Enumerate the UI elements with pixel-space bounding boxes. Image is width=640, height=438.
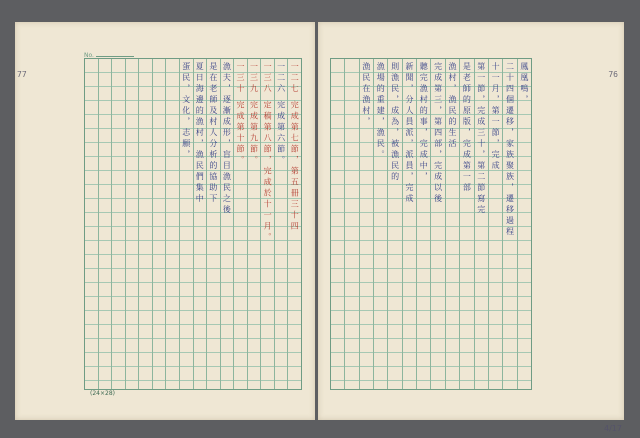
grid-column <box>445 59 459 389</box>
grid-column <box>220 59 234 389</box>
column-text: 是在老師及村人分析的協助下 <box>208 62 218 205</box>
grid-column <box>111 59 125 389</box>
grid-column <box>402 59 416 389</box>
left-manuscript-grid <box>84 58 302 390</box>
grid-column <box>344 59 358 389</box>
left-page-number: 77 <box>17 70 27 79</box>
grid-column <box>502 59 516 389</box>
grid-column <box>152 59 166 389</box>
grid-column <box>206 59 220 389</box>
column-text: 漁夫，逐漸成形，盲目漁民之後 <box>222 62 232 216</box>
column-text: 一二六 完成第六節。 <box>276 62 286 167</box>
grid-column <box>165 59 179 389</box>
column-text: 夏日海邊的漁村，漁民們集中 <box>195 62 205 205</box>
grid-column <box>260 59 274 389</box>
column-text: 完成第三，第四部，完成以後 <box>433 62 443 205</box>
grid-column <box>138 59 152 389</box>
column-text: 漁村，漁民的生活 <box>448 62 458 150</box>
grid-column <box>331 59 344 389</box>
grid-column <box>474 59 488 389</box>
grid-column <box>85 59 98 389</box>
grid-column <box>430 59 444 389</box>
grid-column <box>359 59 373 389</box>
column-text: 一三十 完成第十節。 <box>235 62 245 167</box>
column-text: 第一節，完成三十，第二節寫完 <box>476 62 486 216</box>
grid-column <box>488 59 502 389</box>
grid-column <box>125 59 139 389</box>
grid-column <box>287 59 301 389</box>
grid-column <box>274 59 288 389</box>
column-text: 十一月，第一節，完成 <box>491 62 501 172</box>
column-text: 則漁民，成為，被漁民的 <box>390 62 400 183</box>
right-manuscript-grid <box>330 58 532 390</box>
column-text: 一二七 完成第七節，第五冊三十四 <box>290 62 300 233</box>
grid-size-label: (24×28) <box>90 390 115 397</box>
column-text: 蛋民，文化，志願， <box>181 62 191 161</box>
grid-column <box>98 59 112 389</box>
grid-column <box>517 59 531 389</box>
column-text: 一三八 定稿第八節，完成於十一月。 <box>263 62 273 244</box>
grid-column <box>373 59 387 389</box>
grid-column <box>247 59 261 389</box>
right-page-number: 76 <box>608 70 618 79</box>
grid-column <box>416 59 430 389</box>
column-text: 是老師的原版，完成第一部 <box>462 62 472 194</box>
column-text: 漁民在漁村， <box>361 62 371 128</box>
grid-column <box>233 59 247 389</box>
column-text: 鳳凰鳴， <box>519 62 529 106</box>
bottom-right-annotation: 4/17 <box>604 424 622 433</box>
column-text: 漁場的重建，漁民。 <box>376 62 386 161</box>
column-text: 新聞，分人員派，派員，完成 <box>404 62 414 205</box>
grid-column <box>193 59 207 389</box>
header-number-label: No. <box>84 52 94 59</box>
column-text: 二十四個遷移，家族聚族，遷移過程 <box>505 62 515 238</box>
grid-column <box>387 59 401 389</box>
grid-column <box>459 59 473 389</box>
column-text: 一三九 完成第九節。 <box>249 62 259 167</box>
column-text: 聽完漁村的事，完成中， <box>419 62 429 183</box>
grid-column <box>179 59 193 389</box>
